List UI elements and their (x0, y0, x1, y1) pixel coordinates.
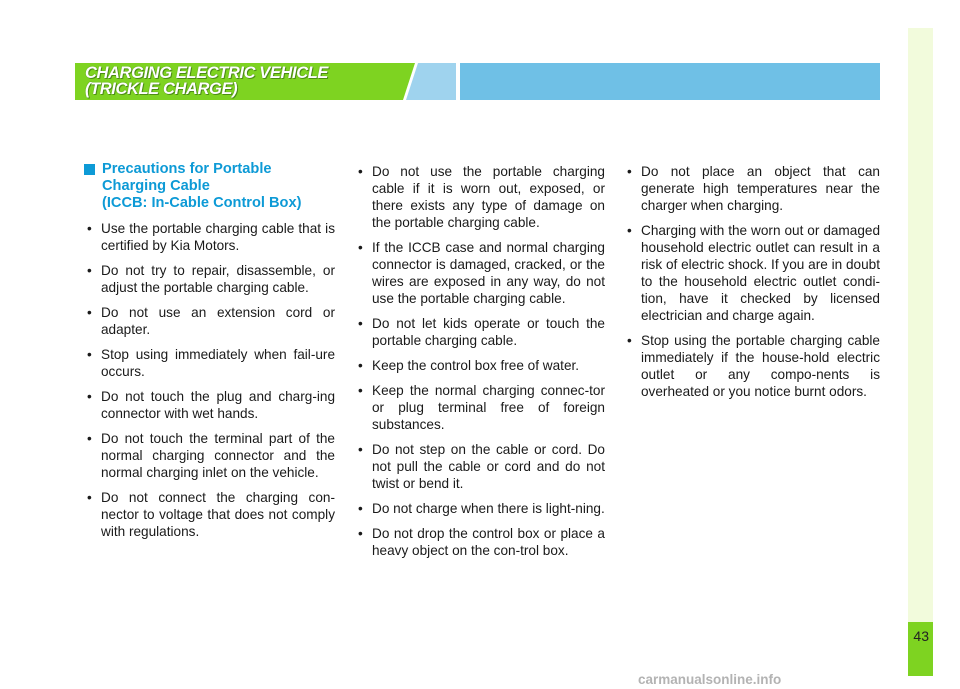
chapter-title-line2: (TRICKLE CHARGE) (85, 80, 238, 98)
bullet-dot: • (358, 316, 363, 331)
bullet-dot: • (358, 501, 363, 516)
section-title-line2: Charging Cable (102, 178, 210, 194)
page-side-strip (908, 28, 933, 622)
bullet-dot: • (87, 490, 92, 505)
bullet-dot: • (87, 305, 92, 320)
list-item-text: Keep the normal charging connec-tor or plug terminal free of foreign substances. (372, 383, 605, 432)
chapter-header-band (75, 63, 880, 100)
list-item-text: Do not let kids operate or touch the portable charging cable. (372, 316, 605, 348)
list-item-text: Keep the control box free of water. (372, 358, 580, 373)
list-item (355, 163, 605, 231)
page-number: 43 (913, 628, 929, 644)
bullet-dot: • (358, 358, 363, 373)
column-1 (84, 163, 335, 548)
list-item (355, 315, 605, 349)
watermark-link[interactable]: carmanualsonline.info (638, 672, 782, 687)
list-item (624, 163, 880, 214)
list-item (624, 222, 880, 324)
list-item (355, 239, 605, 307)
list-item-text: Do not charge when there is light-ning. (372, 501, 605, 516)
list-item-text: Do not drop the control box or place a heavy object on the con-trol box. (372, 526, 605, 558)
bullet-dot: • (87, 263, 92, 278)
section-title-line1: Precautions for Portable (102, 161, 272, 177)
bullet-dot: • (358, 442, 363, 457)
list-item (84, 346, 335, 380)
bullet-dot: • (87, 431, 92, 446)
precaution-list-3 (624, 163, 880, 400)
bullet-dot: • (87, 221, 92, 236)
list-item-text: Do not step on the cable or cord. Do not pull the cable or cord and do not twist or bend it. (372, 442, 605, 491)
bullet-dot: • (627, 333, 632, 348)
section-title (102, 161, 301, 212)
list-item (84, 304, 335, 338)
list-item (355, 357, 605, 374)
header-slash-block (406, 63, 456, 100)
bullet-dot: • (358, 526, 363, 541)
list-item-text: Do not connect the charging con-nector to voltage that does not comply with regulations. (101, 490, 335, 539)
bullet-dot: • (627, 164, 632, 179)
section-title-line3: (ICCB: In-Cable Control Box) (102, 195, 302, 211)
list-item-text: Stop using the portable charging cable immediately if the house-hold electric outlet or any compo-nents is overheated or you notice burnt odors. (641, 333, 880, 399)
list-item (84, 220, 335, 254)
bullet-dot: • (627, 223, 632, 238)
square-bullet-icon (84, 164, 95, 175)
column-2 (355, 163, 605, 567)
list-item-text: Do not touch the terminal part of the normal charging connector and the normal charging inlet on the vehicle. (101, 431, 335, 480)
list-item-text: Do not place an object that can generate high temperatures near the charger when charging. (641, 164, 880, 213)
bullet-dot: • (358, 383, 363, 398)
list-item (355, 441, 605, 492)
header-blue-block (460, 63, 880, 100)
list-item (355, 500, 605, 517)
list-item (84, 262, 335, 296)
precaution-list-2 (355, 163, 605, 559)
column-3 (624, 163, 880, 408)
bullet-dot: • (87, 389, 92, 404)
list-item-text: Use the portable charging cable that is certified by Kia Motors. (101, 221, 335, 253)
chapter-title (85, 65, 328, 97)
list-item (84, 388, 335, 422)
list-item-text: Do not touch the plug and charg-ing connector with wet hands. (101, 389, 335, 421)
list-item-text: If the ICCB case and normal charging connector is damaged, cracked, or the wires are exposed in any way, do not use the portable charging cable. (372, 240, 605, 306)
list-item-text: Stop using immediately when fail-ure occurs. (101, 347, 335, 379)
list-item-text: Charging with the worn out or damaged household electric outlet can result in a risk of electric shock. If you are in doubt to the household electric outlet condi-tion, have it checked by licensed electrician and charge again. (641, 223, 880, 323)
list-item (84, 430, 335, 481)
list-item-text: Do not use an extension cord or adapter. (101, 305, 335, 337)
chapter-title-line1: CHARGING ELECTRIC VEHICLE (85, 64, 329, 82)
list-item-text: Do not use the portable charging cable if it is worn out, exposed, or there exists any type of damage on the portable charging cable. (372, 164, 605, 230)
list-item-text: Do not try to repair, disassemble, or adjust the portable charging cable. (101, 263, 335, 295)
precaution-list-1 (84, 220, 335, 540)
list-item (355, 382, 605, 433)
list-item (624, 332, 880, 400)
bullet-dot: • (87, 347, 92, 362)
section-heading (84, 161, 335, 212)
bullet-dot: • (358, 164, 363, 179)
bullet-dot: • (358, 240, 363, 255)
list-item (84, 489, 335, 540)
list-item (355, 525, 605, 559)
